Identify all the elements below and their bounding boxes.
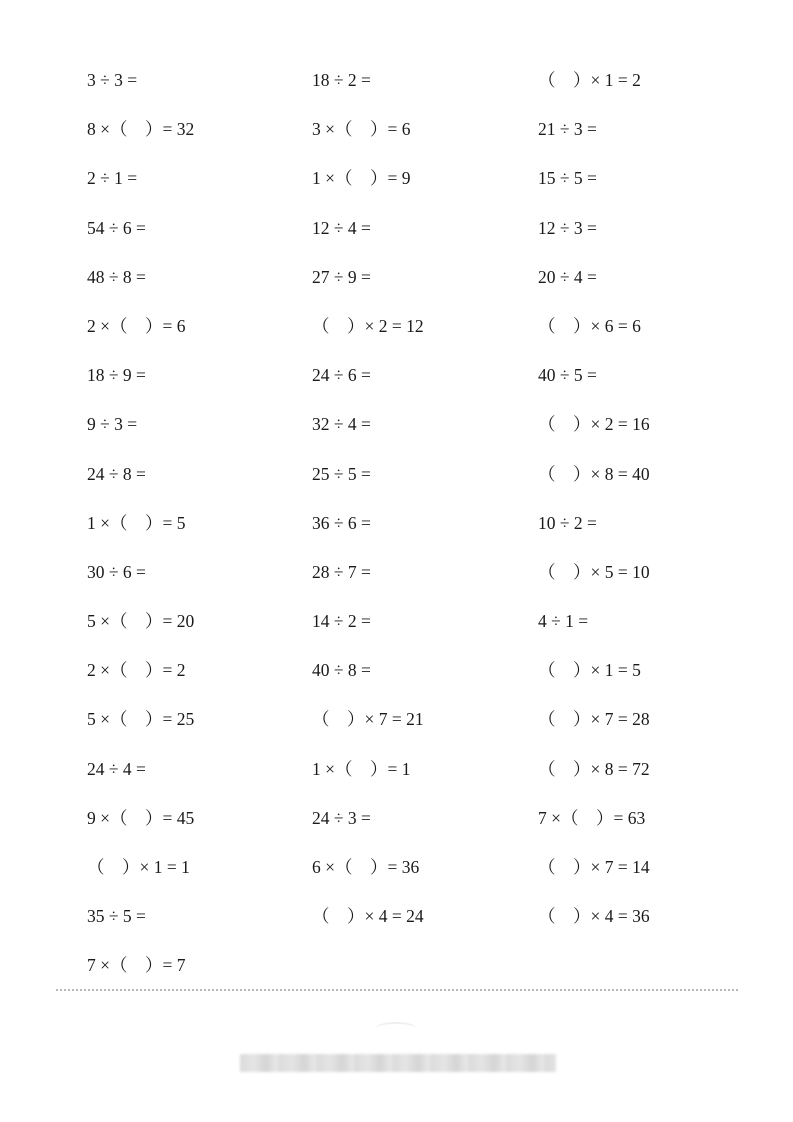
problem-item: 9 ×（ ）= 45: [87, 807, 195, 828]
problem-row: [0, 460, 793, 509]
problem-row: [0, 164, 793, 213]
problem-item: 27 ÷ 9 =: [312, 266, 371, 287]
problem-item: （ ）× 7 = 14: [538, 857, 650, 877]
problem-item: 14 ÷ 2 =: [312, 611, 371, 632]
problem-row: [0, 214, 793, 263]
problem-item: 1 ×（ ）= 1: [312, 758, 411, 779]
problem-item: 36 ÷ 6 =: [312, 512, 371, 533]
problem-item: 32 ÷ 4 =: [312, 414, 371, 435]
problem-item: 35 ÷ 5 =: [87, 906, 146, 927]
problem-item: （ ）× 7 = 28: [538, 709, 650, 730]
problem-row: [0, 263, 793, 312]
problem-row: [0, 361, 793, 410]
problem-item: 18 ÷ 9 =: [87, 365, 146, 386]
problem-row: [0, 509, 793, 558]
problem-item: 18 ÷ 2 =: [312, 70, 371, 90]
problem-item: 24 ÷ 3 =: [312, 807, 371, 828]
problem-item: 5 ×（ ）= 20: [87, 611, 195, 632]
problem-item: （ ）× 1 = 1: [87, 857, 190, 877]
problem-row: [0, 755, 793, 804]
problem-row: [0, 66, 793, 115]
problem-item: 10 ÷ 2 =: [538, 512, 597, 533]
problem-item: 24 ÷ 8 =: [87, 463, 146, 484]
problem-item: 48 ÷ 8 =: [87, 266, 146, 287]
problem-item: 7 ×（ ）= 63: [538, 807, 646, 828]
problem-item: 12 ÷ 4 =: [312, 217, 371, 238]
problem-item: （ ）× 6 = 6: [538, 315, 641, 336]
problem-grid: [0, 66, 793, 1001]
problem-item: 40 ÷ 5 =: [538, 365, 597, 386]
problem-item: （ ）× 1 = 2: [538, 70, 641, 90]
problem-item: 9 ÷ 3 =: [87, 414, 138, 435]
problem-item: （ ）× 1 = 5: [538, 660, 641, 681]
problem-row: [0, 558, 793, 607]
problem-item: 15 ÷ 5 =: [538, 168, 597, 189]
problem-row: [0, 853, 793, 902]
blurred-watermark: [240, 1054, 556, 1072]
problem-item: （ ）× 7 = 21: [312, 709, 424, 730]
problem-row: [0, 115, 793, 164]
problem-item: 25 ÷ 5 =: [312, 463, 371, 484]
problem-item: 1 ×（ ）= 5: [87, 512, 186, 533]
problem-item: 21 ÷ 3 =: [538, 119, 597, 140]
problem-row: [0, 705, 793, 754]
problem-item: （ ）× 8 = 40: [538, 463, 650, 484]
problem-item: 28 ÷ 7 =: [312, 561, 371, 582]
problem-item: （ ）× 4 = 36: [538, 906, 650, 927]
problem-row: [0, 410, 793, 459]
problem-item: 1 ×（ ）= 9: [312, 168, 411, 189]
problem-row: [0, 312, 793, 361]
problem-item: （ ）× 8 = 72: [538, 758, 650, 779]
problem-row: [0, 902, 793, 951]
problem-item: 20 ÷ 4 =: [538, 266, 597, 287]
problem-item: （ ）× 4 = 24: [312, 906, 424, 927]
problem-item: 8 ×（ ）= 32: [87, 119, 195, 140]
problem-row: [0, 656, 793, 705]
problem-item: 40 ÷ 8 =: [312, 660, 371, 681]
problem-item: 4 ÷ 1 =: [538, 611, 589, 632]
problem-item: 2 ÷ 1 =: [87, 168, 138, 189]
problem-item: 2 ×（ ）= 6: [87, 315, 186, 336]
problem-item: （ ）× 5 = 10: [538, 561, 650, 582]
dotted-divider: [56, 989, 738, 991]
problem-item: 54 ÷ 6 =: [87, 217, 146, 238]
problem-row: [0, 804, 793, 853]
blurred-logo-arc: [376, 1022, 416, 1034]
problem-item: （ ）× 2 = 16: [538, 414, 650, 435]
problem-item: 7 ×（ ）= 7: [87, 955, 186, 976]
problem-row: [0, 951, 793, 1000]
problem-item: 3 ÷ 3 =: [87, 70, 138, 90]
problem-item: 24 ÷ 4 =: [87, 758, 146, 779]
problem-row: [0, 607, 793, 656]
problem-item: 2 ×（ ）= 2: [87, 660, 186, 681]
problem-item: 12 ÷ 3 =: [538, 217, 597, 238]
problem-item: 6 ×（ ）= 36: [312, 857, 420, 877]
problem-item: 5 ×（ ）= 25: [87, 709, 195, 730]
problem-item: 30 ÷ 6 =: [87, 561, 146, 582]
problem-item: 24 ÷ 6 =: [312, 365, 371, 386]
problem-item: 3 ×（ ）= 6: [312, 119, 411, 140]
problem-item: （ ）× 2 = 12: [312, 315, 424, 336]
